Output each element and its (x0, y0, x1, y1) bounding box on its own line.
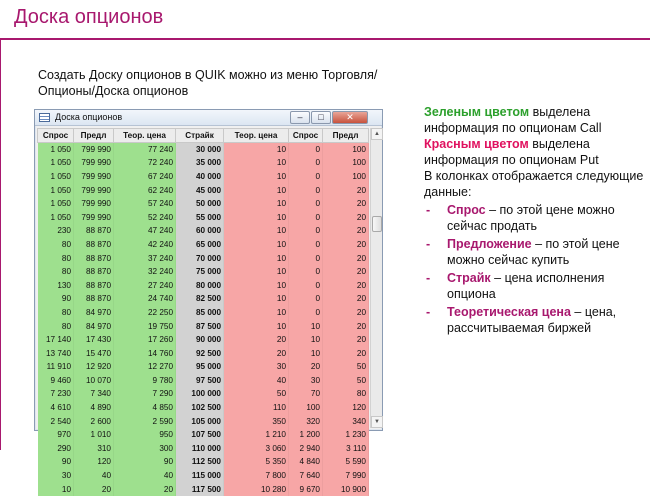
call-offer-cell[interactable]: 15 470 (74, 346, 114, 360)
call-theor-cell[interactable]: 67 240 (114, 170, 176, 184)
put-theor-cell[interactable]: 350 (224, 414, 289, 428)
put-offer-cell[interactable]: 20 (323, 346, 369, 360)
call-offer-cell[interactable]: 88 870 (74, 251, 114, 265)
strike-cell[interactable]: 107 500 (176, 428, 224, 442)
call-offer-cell[interactable]: 799 990 (74, 170, 114, 184)
call-bid-cell[interactable]: 1 050 (38, 197, 74, 211)
put-theor-cell[interactable]: 3 060 (224, 442, 289, 456)
call-bid-cell[interactable]: 7 230 (38, 387, 74, 401)
table-row[interactable] (38, 469, 369, 483)
call-bid-cell[interactable]: 1 050 (38, 143, 74, 157)
call-bid-cell[interactable]: 1 050 (38, 156, 74, 170)
call-offer-cell[interactable]: 1 010 (74, 428, 114, 442)
scroll-thumb[interactable] (372, 216, 382, 232)
put-bid-cell[interactable]: 10 (289, 346, 323, 360)
put-bid-cell[interactable]: 0 (289, 306, 323, 320)
term-theoretical-text: – цена, рассчитываемая биржей (447, 305, 617, 335)
put-bid-cell[interactable]: 10 (289, 319, 323, 333)
put-bid-cell[interactable]: 0 (289, 210, 323, 224)
table-row[interactable] (38, 428, 369, 442)
option-board-window (34, 109, 383, 494)
call-bid-cell[interactable]: 230 (38, 224, 74, 238)
strike-cell[interactable]: 105 000 (176, 414, 224, 428)
call-bid-cell[interactable]: 2 540 (38, 414, 74, 428)
window-titlebar[interactable] (35, 110, 382, 126)
put-bid-cell[interactable]: 0 (289, 197, 323, 211)
call-bid-cell[interactable]: 80 (38, 319, 74, 333)
put-offer-cell[interactable]: 20 (323, 210, 369, 224)
put-bid-cell[interactable]: 2 940 (289, 442, 323, 456)
call-theor-cell[interactable]: 12 270 (114, 360, 176, 374)
call-theor-cell[interactable]: 9 780 (114, 374, 176, 388)
put-offer-cell[interactable]: 20 (323, 306, 369, 320)
table-row[interactable] (38, 183, 369, 197)
put-theor-cell[interactable]: 10 (224, 156, 289, 170)
table-row[interactable] (38, 319, 369, 333)
put-bid-cell[interactable]: 9 670 (289, 482, 323, 496)
call-offer-cell[interactable]: 799 990 (74, 143, 114, 157)
put-bid-cell[interactable]: 0 (289, 251, 323, 265)
call-theor-cell[interactable]: 950 (114, 428, 176, 442)
call-offer-cell[interactable]: 20 (74, 482, 114, 496)
table-row[interactable] (38, 455, 369, 469)
put-theor-cell[interactable]: 10 (224, 319, 289, 333)
call-theor-cell[interactable]: 7 290 (114, 387, 176, 401)
call-theor-cell[interactable]: 14 760 (114, 346, 176, 360)
definitions-list (424, 202, 644, 336)
strike-cell[interactable]: 115 000 (176, 469, 224, 483)
options-grid[interactable] (37, 128, 368, 494)
term-bid-text: – по этой цене можно сейчас продать (447, 203, 615, 233)
table-row[interactable] (38, 360, 369, 374)
term-strike: Страйк (447, 271, 491, 285)
table-row[interactable] (38, 333, 369, 347)
call-offer-cell[interactable]: 799 990 (74, 197, 114, 211)
put-theor-cell[interactable]: 10 (224, 210, 289, 224)
scroll-down-icon[interactable]: ▼ (371, 416, 383, 428)
call-offer-cell[interactable]: 4 890 (74, 401, 114, 415)
table-row[interactable] (38, 306, 369, 320)
put-bid-cell[interactable]: 0 (289, 183, 323, 197)
call-theor-cell[interactable]: 57 240 (114, 197, 176, 211)
table-row[interactable] (38, 156, 369, 170)
strike-cell[interactable]: 87 500 (176, 319, 224, 333)
put-theor-cell[interactable]: 10 (224, 278, 289, 292)
call-bid-cell[interactable]: 17 140 (38, 333, 74, 347)
strike-cell[interactable]: 30 000 (176, 143, 224, 157)
put-theor-cell[interactable]: 5 350 (224, 455, 289, 469)
put-bid-cell[interactable]: 100 (289, 401, 323, 415)
call-bid-cell[interactable]: 80 (38, 238, 74, 252)
put-theor-cell[interactable]: 10 (224, 306, 289, 320)
strike-cell[interactable]: 85 000 (176, 306, 224, 320)
call-bid-cell[interactable]: 9 460 (38, 374, 74, 388)
call-theor-cell[interactable]: 27 240 (114, 278, 176, 292)
call-bid-cell[interactable]: 80 (38, 306, 74, 320)
header-call-offer[interactable]: Предл (74, 129, 114, 143)
strike-cell[interactable]: 55 000 (176, 210, 224, 224)
call-bid-cell[interactable]: 4 610 (38, 401, 74, 415)
table-row[interactable] (38, 442, 369, 456)
call-theor-cell[interactable]: 17 260 (114, 333, 176, 347)
put-bid-cell[interactable]: 320 (289, 414, 323, 428)
put-theor-cell[interactable]: 10 (224, 170, 289, 184)
call-offer-cell[interactable]: 40 (74, 469, 114, 483)
term-offer-text: – по этой цене можно сейчас купить (447, 237, 620, 267)
put-bid-cell[interactable]: 0 (289, 143, 323, 157)
call-theor-cell[interactable]: 77 240 (114, 143, 176, 157)
put-bid-cell[interactable]: 0 (289, 265, 323, 279)
put-bid-cell[interactable]: 1 200 (289, 428, 323, 442)
strike-cell[interactable]: 92 500 (176, 346, 224, 360)
call-bid-cell[interactable]: 30 (38, 469, 74, 483)
call-offer-cell[interactable]: 310 (74, 442, 114, 456)
call-theor-cell[interactable]: 40 (114, 469, 176, 483)
call-bid-cell[interactable]: 1 050 (38, 210, 74, 224)
put-offer-cell[interactable]: 100 (323, 170, 369, 184)
call-theor-cell[interactable]: 62 240 (114, 183, 176, 197)
window-title: Доска опционов (55, 112, 123, 122)
put-offer-cell[interactable]: 20 (323, 292, 369, 306)
put-theor-cell[interactable]: 10 (224, 143, 289, 157)
call-theor-cell[interactable]: 22 250 (114, 306, 176, 320)
put-theor-cell[interactable]: 10 280 (224, 482, 289, 496)
table-body (38, 143, 369, 496)
put-theor-cell[interactable]: 110 (224, 401, 289, 415)
term-strike-text: – цена исполнения опциона (447, 271, 605, 301)
put-offer-cell[interactable]: 50 (323, 360, 369, 374)
put-bid-cell[interactable]: 0 (289, 156, 323, 170)
call-note (424, 104, 644, 136)
call-theor-cell[interactable]: 19 750 (114, 319, 176, 333)
call-bid-cell[interactable]: 10 (38, 482, 74, 496)
call-theor-cell[interactable]: 300 (114, 442, 176, 456)
put-bid-cell[interactable]: 0 (289, 292, 323, 306)
put-offer-cell[interactable]: 20 (323, 238, 369, 252)
table-row[interactable] (38, 224, 369, 238)
scroll-up-icon[interactable]: ▲ (371, 128, 383, 140)
put-offer-cell[interactable]: 3 110 (323, 442, 369, 456)
put-offer-cell[interactable]: 20 (323, 197, 369, 211)
bullet-dash: - (426, 203, 431, 217)
put-theor-cell[interactable]: 20 (224, 333, 289, 347)
strike-cell[interactable]: 82 500 (176, 292, 224, 306)
table-row[interactable] (38, 197, 369, 211)
list-item (424, 270, 644, 302)
call-bid-cell[interactable]: 1 050 (38, 183, 74, 197)
put-offer-cell[interactable]: 20 (323, 265, 369, 279)
call-bid-cell[interactable]: 970 (38, 428, 74, 442)
put-theor-cell[interactable]: 10 (224, 265, 289, 279)
term-offer: Предложение (447, 237, 532, 251)
put-note-text: выделена информация по опционам Put (424, 137, 599, 167)
call-offer-cell[interactable]: 88 870 (74, 224, 114, 238)
strike-cell[interactable]: 102 500 (176, 401, 224, 415)
call-theor-cell[interactable]: 2 590 (114, 414, 176, 428)
put-bid-cell[interactable]: 0 (289, 278, 323, 292)
table-row[interactable] (38, 374, 369, 388)
title-divider (0, 38, 650, 40)
call-bid-cell[interactable]: 90 (38, 292, 74, 306)
options-table (37, 128, 369, 496)
list-item (424, 202, 644, 234)
intro-text: Создать Доску опционов в QUIK можно из меню Торговля/Опционы/Доска опционов (38, 68, 378, 98)
strike-cell[interactable]: 100 000 (176, 387, 224, 401)
strike-cell[interactable]: 95 000 (176, 360, 224, 374)
list-item (424, 236, 644, 268)
table-row[interactable] (38, 278, 369, 292)
bullet-dash: - (426, 271, 431, 285)
call-theor-cell[interactable]: 4 850 (114, 401, 176, 415)
call-offer-cell[interactable]: 2 600 (74, 414, 114, 428)
put-offer-cell[interactable]: 20 (323, 333, 369, 347)
put-offer-cell[interactable]: 80 (323, 387, 369, 401)
call-bid-cell[interactable]: 290 (38, 442, 74, 456)
call-bid-cell[interactable]: 80 (38, 265, 74, 279)
call-theor-cell[interactable]: 47 240 (114, 224, 176, 238)
put-theor-cell[interactable]: 10 (224, 183, 289, 197)
call-bid-cell[interactable]: 1 050 (38, 170, 74, 184)
strike-cell[interactable]: 40 000 (176, 170, 224, 184)
call-offer-cell[interactable]: 88 870 (74, 238, 114, 252)
put-bid-cell[interactable]: 0 (289, 238, 323, 252)
put-offer-cell[interactable]: 20 (323, 319, 369, 333)
put-note (424, 136, 644, 168)
table-row[interactable] (38, 170, 369, 184)
list-item (424, 304, 644, 336)
put-bid-cell[interactable]: 30 (289, 374, 323, 388)
put-offer-cell[interactable]: 20 (323, 251, 369, 265)
table-header-row (38, 129, 369, 143)
table-icon (39, 113, 50, 122)
table-row[interactable] (38, 346, 369, 360)
put-theor-cell[interactable]: 7 800 (224, 469, 289, 483)
put-offer-cell[interactable]: 20 (323, 183, 369, 197)
header-put-theor[interactable]: Теор. цена (224, 129, 289, 143)
call-offer-cell[interactable]: 12 920 (74, 360, 114, 374)
table-row[interactable] (38, 143, 369, 157)
table-row[interactable] (38, 387, 369, 401)
strike-cell[interactable]: 65 000 (176, 238, 224, 252)
call-offer-cell[interactable]: 10 070 (74, 374, 114, 388)
columns-intro: В колонках отображается следующие данные: (424, 169, 644, 199)
call-offer-cell[interactable]: 84 970 (74, 306, 114, 320)
bullet-dash: - (426, 305, 431, 319)
put-bid-cell[interactable]: 7 640 (289, 469, 323, 483)
call-bid-cell[interactable]: 13 740 (38, 346, 74, 360)
table-row[interactable] (38, 238, 369, 252)
table-row[interactable] (38, 414, 369, 428)
strike-cell[interactable]: 112 500 (176, 455, 224, 469)
notes-panel (424, 104, 644, 338)
strike-cell[interactable]: 117 500 (176, 482, 224, 496)
strike-cell[interactable]: 35 000 (176, 156, 224, 170)
put-offer-cell[interactable]: 20 (323, 224, 369, 238)
call-offer-cell[interactable]: 88 870 (74, 278, 114, 292)
put-offer-cell[interactable]: 5 590 (323, 455, 369, 469)
call-offer-cell[interactable]: 120 (74, 455, 114, 469)
vertical-scrollbar[interactable] (370, 128, 382, 428)
put-offer-cell[interactable]: 120 (323, 401, 369, 415)
put-theor-cell[interactable]: 1 210 (224, 428, 289, 442)
put-theor-cell[interactable]: 10 (224, 197, 289, 211)
put-bid-cell[interactable]: 70 (289, 387, 323, 401)
strike-cell[interactable]: 90 000 (176, 333, 224, 347)
header-put-bid[interactable]: Спрос (289, 129, 323, 143)
call-bid-cell[interactable]: 80 (38, 251, 74, 265)
put-offer-cell[interactable]: 100 (323, 143, 369, 157)
put-theor-cell[interactable]: 10 (224, 292, 289, 306)
put-offer-cell[interactable]: 1 230 (323, 428, 369, 442)
header-call-bid[interactable]: Спрос (38, 129, 74, 143)
term-theoretical: Теоретическая цена (447, 305, 571, 319)
put-offer-cell[interactable]: 100 (323, 156, 369, 170)
call-theor-cell[interactable]: 72 240 (114, 156, 176, 170)
red-key: Красным цветом (424, 137, 529, 151)
table-row[interactable] (38, 265, 369, 279)
slide-title: Доска опционов (14, 6, 164, 28)
put-theor-cell[interactable]: 10 (224, 224, 289, 238)
table-row[interactable] (38, 292, 369, 306)
call-theor-cell[interactable]: 90 (114, 455, 176, 469)
put-bid-cell[interactable]: 0 (289, 224, 323, 238)
put-offer-cell[interactable]: 7 990 (323, 469, 369, 483)
call-offer-cell[interactable]: 88 870 (74, 292, 114, 306)
strike-cell[interactable]: 97 500 (176, 374, 224, 388)
strike-cell[interactable]: 75 000 (176, 265, 224, 279)
call-offer-cell[interactable]: 799 990 (74, 210, 114, 224)
put-offer-cell[interactable]: 50 (323, 374, 369, 388)
put-theor-cell[interactable]: 20 (224, 346, 289, 360)
bullet-dash: - (426, 237, 431, 251)
put-theor-cell[interactable]: 50 (224, 387, 289, 401)
call-offer-cell[interactable]: 88 870 (74, 265, 114, 279)
strike-cell[interactable]: 60 000 (176, 224, 224, 238)
call-theor-cell[interactable]: 24 740 (114, 292, 176, 306)
minimize-button[interactable]: – (290, 111, 310, 124)
header-put-offer[interactable]: Предл (323, 129, 369, 143)
put-offer-cell[interactable]: 340 (323, 414, 369, 428)
strike-cell[interactable]: 110 000 (176, 442, 224, 456)
call-offer-cell[interactable]: 17 430 (74, 333, 114, 347)
call-theor-cell[interactable]: 42 240 (114, 238, 176, 252)
put-theor-cell[interactable]: 40 (224, 374, 289, 388)
close-button[interactable]: ✕ (332, 111, 368, 124)
call-bid-cell[interactable]: 130 (38, 278, 74, 292)
table-row[interactable] (38, 251, 369, 265)
header-strike[interactable]: Страйк (176, 129, 224, 143)
put-bid-cell[interactable]: 10 (289, 333, 323, 347)
strike-cell[interactable]: 50 000 (176, 197, 224, 211)
call-offer-cell[interactable]: 84 970 (74, 319, 114, 333)
term-bid: Спрос (447, 203, 486, 217)
put-bid-cell[interactable]: 20 (289, 360, 323, 374)
strike-cell[interactable]: 45 000 (176, 183, 224, 197)
call-theor-cell[interactable]: 20 (114, 482, 176, 496)
call-theor-cell[interactable]: 52 240 (114, 210, 176, 224)
put-bid-cell[interactable]: 0 (289, 170, 323, 184)
put-theor-cell[interactable]: 10 (224, 251, 289, 265)
put-theor-cell[interactable]: 10 (224, 238, 289, 252)
put-theor-cell[interactable]: 30 (224, 360, 289, 374)
table-row[interactable] (38, 401, 369, 415)
maximize-button[interactable]: □ (311, 111, 331, 124)
table-row[interactable] (38, 482, 369, 496)
strike-cell[interactable]: 70 000 (176, 251, 224, 265)
put-bid-cell[interactable]: 4 840 (289, 455, 323, 469)
header-call-theor[interactable]: Теор. цена (114, 129, 176, 143)
left-divider (0, 40, 1, 450)
strike-cell[interactable]: 80 000 (176, 278, 224, 292)
call-theor-cell[interactable]: 37 240 (114, 251, 176, 265)
call-offer-cell[interactable]: 799 990 (74, 156, 114, 170)
call-offer-cell[interactable]: 799 990 (74, 183, 114, 197)
call-note-text: выделена информация по опционам Call (424, 105, 602, 135)
call-bid-cell[interactable]: 90 (38, 455, 74, 469)
call-theor-cell[interactable]: 32 240 (114, 265, 176, 279)
table-row[interactable] (38, 210, 369, 224)
green-key: Зеленым цветом (424, 105, 530, 119)
call-offer-cell[interactable]: 7 340 (74, 387, 114, 401)
put-offer-cell[interactable]: 10 900 (323, 482, 369, 496)
put-offer-cell[interactable]: 20 (323, 278, 369, 292)
call-bid-cell[interactable]: 11 910 (38, 360, 74, 374)
